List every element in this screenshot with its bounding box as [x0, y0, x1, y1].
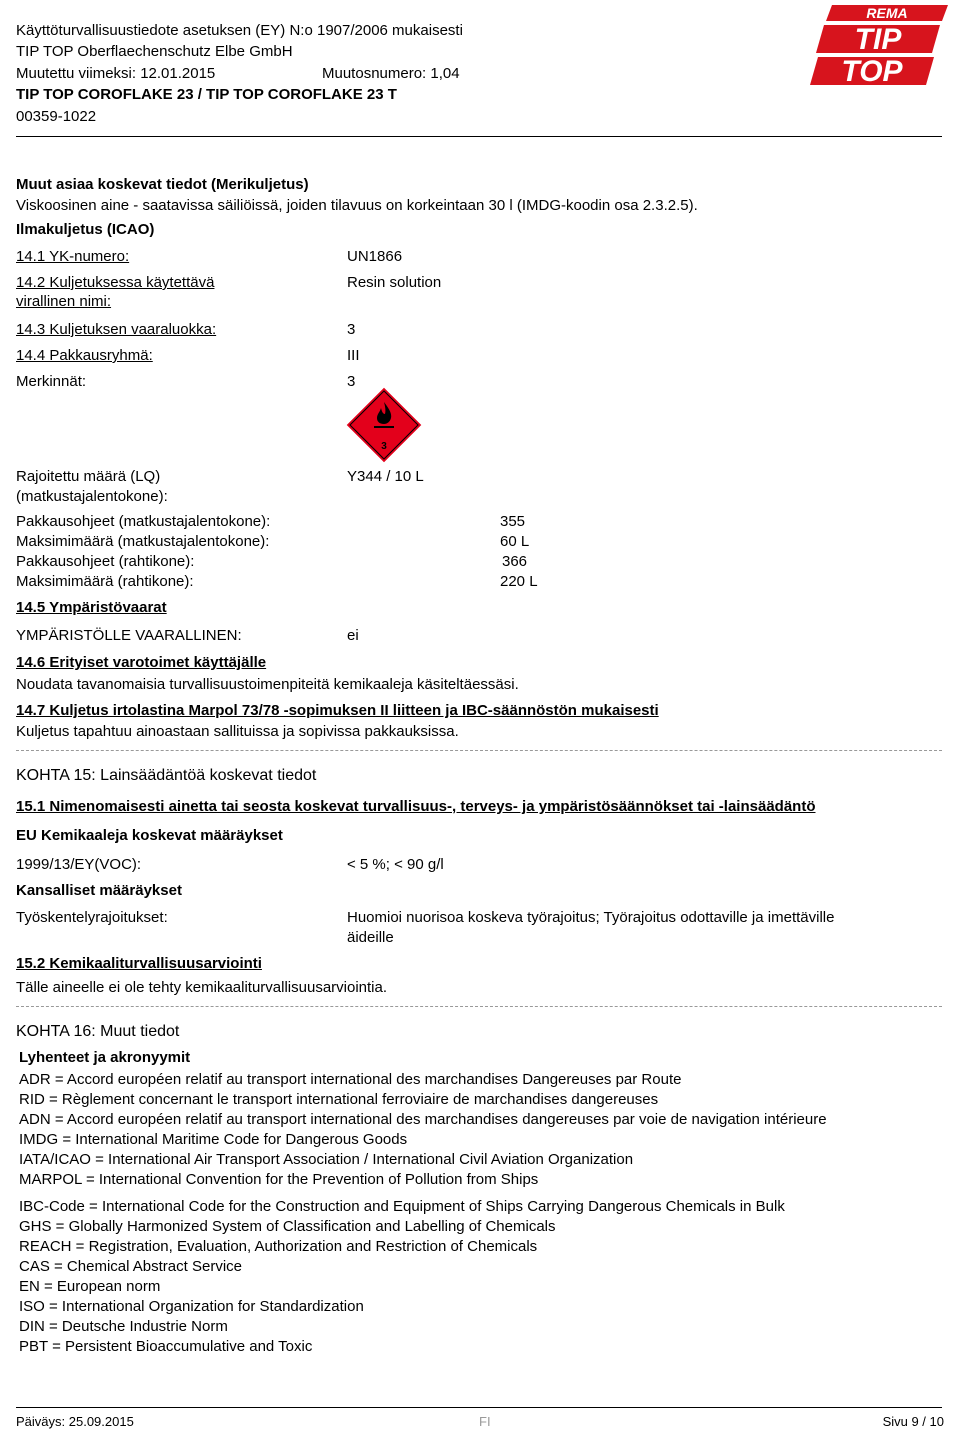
abbr-item: IBC-Code = International Code for the Construction and Equipment of Ships Carrying Dangerous Chemicals in Bulk — [19, 1198, 785, 1215]
lq-label-1: Rajoitettu määrä (LQ) — [16, 468, 161, 485]
s147-heading: 14.7 Kuljetus irtolastina Marpol 73/78 -sopimuksen II liitteen ja IBC-säännöstön mukaisesti — [16, 702, 659, 719]
s145-heading: 14.5 Ympäristövaarat — [16, 599, 167, 616]
work-restrictions-label: Työskentelyrajoitukset: — [16, 909, 168, 926]
max-qty-passenger-value: 60 L — [500, 533, 530, 550]
max-qty-passenger-label: Maksimimäärä (matkustajalentokone): — [16, 533, 270, 550]
csa-text: Tälle aineelle ei ole tehty kemikaaliturvallisuusarviointia. — [16, 979, 388, 996]
rema-tip-top-logo — [810, 3, 950, 88]
k16-title: KOHTA 16: Muut tiedot — [16, 1023, 180, 1040]
un-number-value: UN1866 — [347, 248, 403, 265]
voc-label: 1999/13/EY(VOC): — [16, 856, 142, 873]
diamond-class-number: 3 — [381, 441, 387, 452]
flammable-liquid-hazard-icon — [345, 386, 423, 464]
abbr-item: DIN = Deutsche Industrie Norm — [19, 1318, 228, 1335]
h151-heading: 15.1 Nimenomaisesti ainetta tai seosta koskevat turvallisuus-, terveys- ja ympäristösäännökset tai -lainsäädäntö — [16, 798, 816, 815]
abbr-item: ISO = International Organization for Standardization — [19, 1298, 364, 1315]
packing-group-label: 14.4 Pakkausryhmä: — [16, 347, 153, 364]
s147-text: Kuljetus tapahtuu ainoastaan sallituissa ja sopivissa pakkauksissa. — [16, 723, 459, 740]
max-qty-cargo-value: 220 L — [500, 573, 538, 590]
abbr-item: RID = Règlement concernant le transport international ferroviaire de marchandises dangereuses — [19, 1091, 659, 1108]
abbr-item: ADR = Accord européen relatif au transport international des marchandises Dangereuses par Route — [19, 1071, 682, 1088]
s146-heading: 14.6 Erityiset varotoimet käyttäjälle — [16, 654, 267, 671]
eu-regulations-heading: EU Kemikaaleja koskevat määräykset — [16, 827, 283, 844]
abbr-item: REACH = Registration, Evaluation, Authorization and Restriction of Chemicals — [19, 1238, 538, 1255]
header-revised: Muutettu viimeksi: 12.01.2015 — [16, 65, 216, 82]
labels-value: 3 — [347, 373, 356, 390]
work-restrictions-value-2: äideille — [347, 929, 394, 946]
s146-text: Noudata tavanomaisia turvallisuustoimenpiteitä kemikaaleja käsiteltäessäsi. — [16, 676, 519, 693]
packing-instr-passenger-value: 355 — [500, 513, 526, 530]
logo-tip-text: TIP — [854, 23, 902, 56]
abbr-heading: Lyhenteet ja akronyymit — [19, 1049, 191, 1066]
abbr-item: EN = European norm — [19, 1278, 161, 1295]
h152-heading: 15.2 Kemikaaliturvallisuusarviointi — [16, 955, 262, 972]
section-separator-14 — [16, 750, 942, 751]
shipping-name-value: Resin solution — [347, 274, 442, 291]
abbr-item: PBT = Persistent Bioaccumulative and Toxic — [19, 1338, 313, 1355]
shipping-name-label-1: 14.2 Kuljetuksessa käytettävä — [16, 274, 215, 291]
header-company: TIP TOP Oberflaechenschutz Elbe GmbH — [16, 43, 293, 60]
header-revision-number: Muutosnumero: 1,04 — [322, 65, 460, 82]
packing-group-value: III — [347, 347, 360, 364]
abbr-item: IATA/ICAO = International Air Transport Association / International Civil Aviation Organization — [19, 1151, 634, 1168]
packing-instr-passenger-label: Pakkausohjeet (matkustajalentokone): — [16, 513, 271, 530]
header-separator — [16, 136, 942, 137]
national-regulations-heading: Kansalliset määräykset — [16, 882, 182, 899]
env-hazard-value: ei — [347, 627, 359, 644]
abbr-item: ADN = Accord européen relatif au transport international des marchandises dangereuses par voie de navigation intérieure — [19, 1111, 827, 1128]
packing-instr-cargo-value: 366 — [502, 553, 528, 570]
air-heading: Ilmakuljetus (ICAO) — [16, 221, 155, 238]
footer-page-number: Sivu 9 / 10 — [882, 1414, 944, 1429]
footer-separator — [16, 1407, 942, 1408]
work-restrictions-value-1: Huomioi nuorisoa koskeva työrajoitus; Työrajoitus odottaville ja imettäville — [347, 909, 835, 926]
lq-value: Y344 / 10 L — [347, 468, 424, 485]
header-product-code: 00359-1022 — [16, 108, 97, 125]
footer-date: Päiväys: 25.09.2015 — [16, 1414, 134, 1429]
k15-title: KOHTA 15: Lainsäädäntöä koskevat tiedot — [16, 767, 317, 784]
un-number-label: 14.1 YK-numero: — [16, 248, 130, 265]
header-regulation: Käyttöturvallisuustiedote asetuksen (EY) N:o 1907/2006 mukaisesti — [16, 22, 463, 39]
max-qty-cargo-label: Maksimimäärä (rahtikone): — [16, 573, 194, 590]
packing-instr-cargo-label: Pakkausohjeet (rahtikone): — [16, 553, 195, 570]
sea-text: Viskoosinen aine - saatavissa säiliöissä, joiden tilavuus on korkeintaan 30 l (IMDG-koodin osa 2.3.2.5). — [16, 197, 698, 214]
header-product: TIP TOP COROFLAKE 23 / TIP TOP COROFLAKE 23 T — [16, 86, 397, 103]
logo-top-text: TOP — [841, 55, 903, 88]
hazard-class-label: 14.3 Kuljetuksen vaaraluokka: — [16, 321, 217, 338]
footer-language: FI — [479, 1414, 491, 1429]
shipping-name-label-2: virallinen nimi: — [16, 293, 112, 310]
env-hazard-label: YMPÄRISTÖLLE VAARALLINEN: — [16, 627, 242, 644]
abbr-item: MARPOL = International Convention for the Prevention of Pollution from Ships — [19, 1171, 539, 1188]
logo-rema-text: REMA — [866, 5, 908, 21]
voc-value: < 5 %; < 90 g/l — [347, 856, 444, 873]
lq-label-2: (matkustajalentokone): — [16, 488, 168, 505]
abbr-item: CAS = Chemical Abstract Service — [19, 1258, 243, 1275]
sea-heading: Muut asiaa koskevat tiedot (Merikuljetus) — [16, 176, 309, 193]
labels-label: Merkinnät: — [16, 373, 87, 390]
hazard-class-value: 3 — [347, 321, 356, 338]
abbr-item: IMDG = International Maritime Code for Dangerous Goods — [19, 1131, 408, 1148]
abbr-item: GHS = Globally Harmonized System of Classification and Labelling of Chemicals — [19, 1218, 556, 1235]
section-separator-15 — [16, 1006, 942, 1007]
